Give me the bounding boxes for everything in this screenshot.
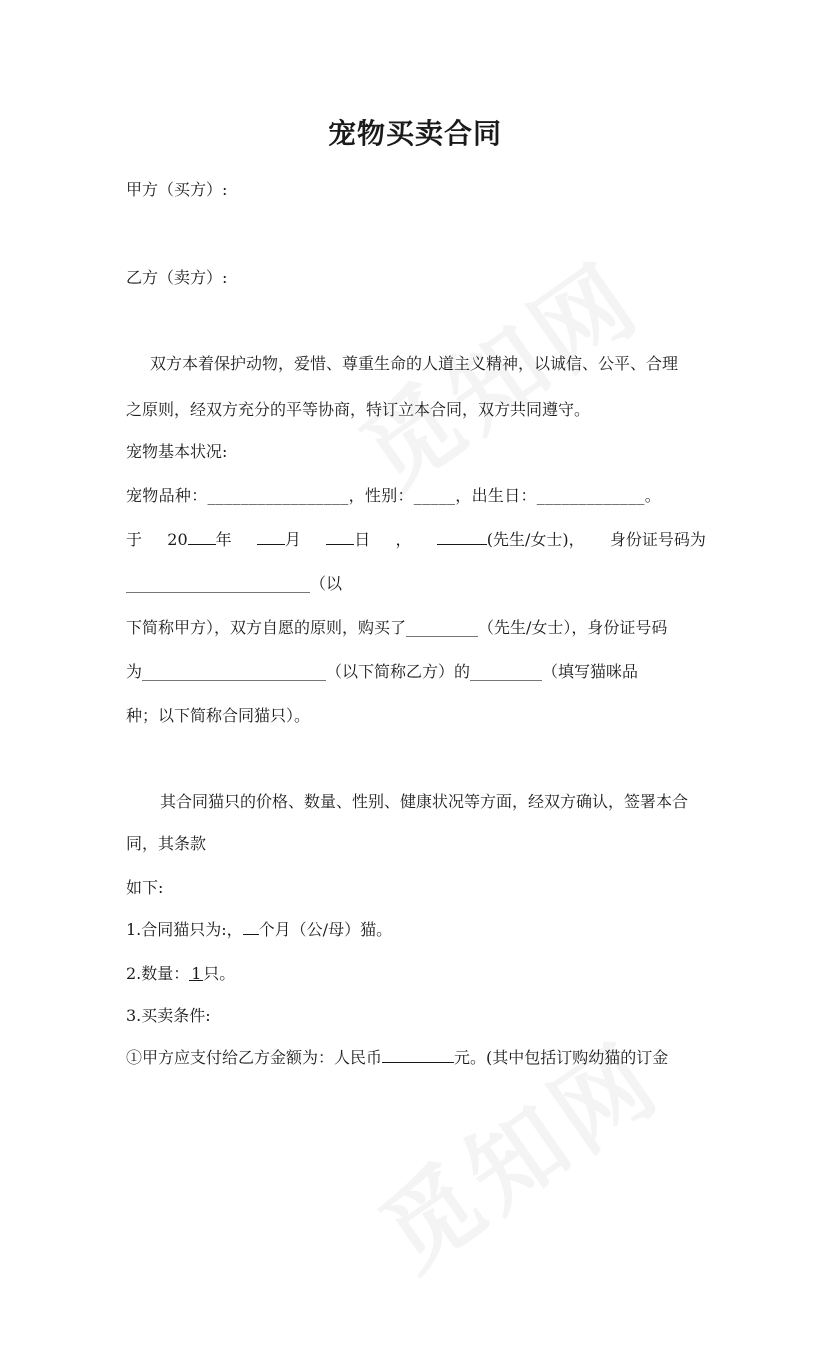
buyer-line: 下简称甲方），双方自愿的原则，购买了_________（先生/女士），身份证号码: [126, 618, 668, 637]
terms-paragraph-line-2: 同，其条款: [126, 834, 207, 853]
month-blank: [257, 528, 285, 545]
quantity-value: 1: [191, 964, 202, 983]
pet-status-heading: 宠物基本状况:: [126, 442, 228, 461]
date-month: 月: [257, 528, 301, 552]
name-blank: [437, 528, 487, 545]
party-b-label: 乙方（卖方）:: [126, 268, 228, 287]
months-blank: [243, 918, 259, 935]
date-prefix: 于: [126, 530, 143, 549]
pet-breed-line: 宠物品种：_________________，性别：_____，出生日：_____________。: [126, 486, 661, 505]
item-2: 2.数量： 1 只。: [126, 964, 236, 983]
party-a-label: 甲方（买方）:: [126, 180, 228, 199]
date-comma: ，: [395, 530, 412, 549]
intro-paragraph-line-1: 双方本着保护动物，爱惜、尊重生命的人道主义精神，以诚信、公平、合理: [150, 354, 679, 373]
date-name-field: (先生/女士)，: [437, 528, 585, 552]
date-id-label: 身份证号码为: [609, 530, 706, 549]
intro-paragraph-line-2: 之原则，经双方充分的平等协商，特订立本合同，双方共同遵守。: [126, 400, 591, 419]
date-line: [126, 528, 706, 552]
year-blank: [188, 528, 216, 545]
item-1: 1.合同猫只为:， 个月（公/母）猫。: [126, 920, 393, 939]
item-4: ①甲方应支付给乙方金额为：人民币 元。(其中包括订购幼猫的订金: [126, 1048, 669, 1067]
date-day: 日: [326, 528, 370, 552]
item-3: 3.买卖条件:: [126, 1006, 211, 1025]
seller-line: 为_______________________（以下简称乙方）的_________（填写猫咪品: [126, 662, 639, 681]
amount-blank: [382, 1046, 454, 1063]
breed-line: 种；以下简称合同猫只）。: [126, 706, 311, 725]
date-year: 20 年: [167, 530, 232, 549]
terms-paragraph-line-1: 其合同猫只的价格、数量、性别、健康状况等方面，经双方确认，签署本合: [160, 792, 689, 811]
document-title: 宠物买卖合同: [327, 117, 502, 150]
terms-paragraph-line-3: 如下:: [126, 878, 164, 897]
id-number-line: _______________________（以: [126, 574, 343, 593]
day-blank: [326, 528, 354, 545]
